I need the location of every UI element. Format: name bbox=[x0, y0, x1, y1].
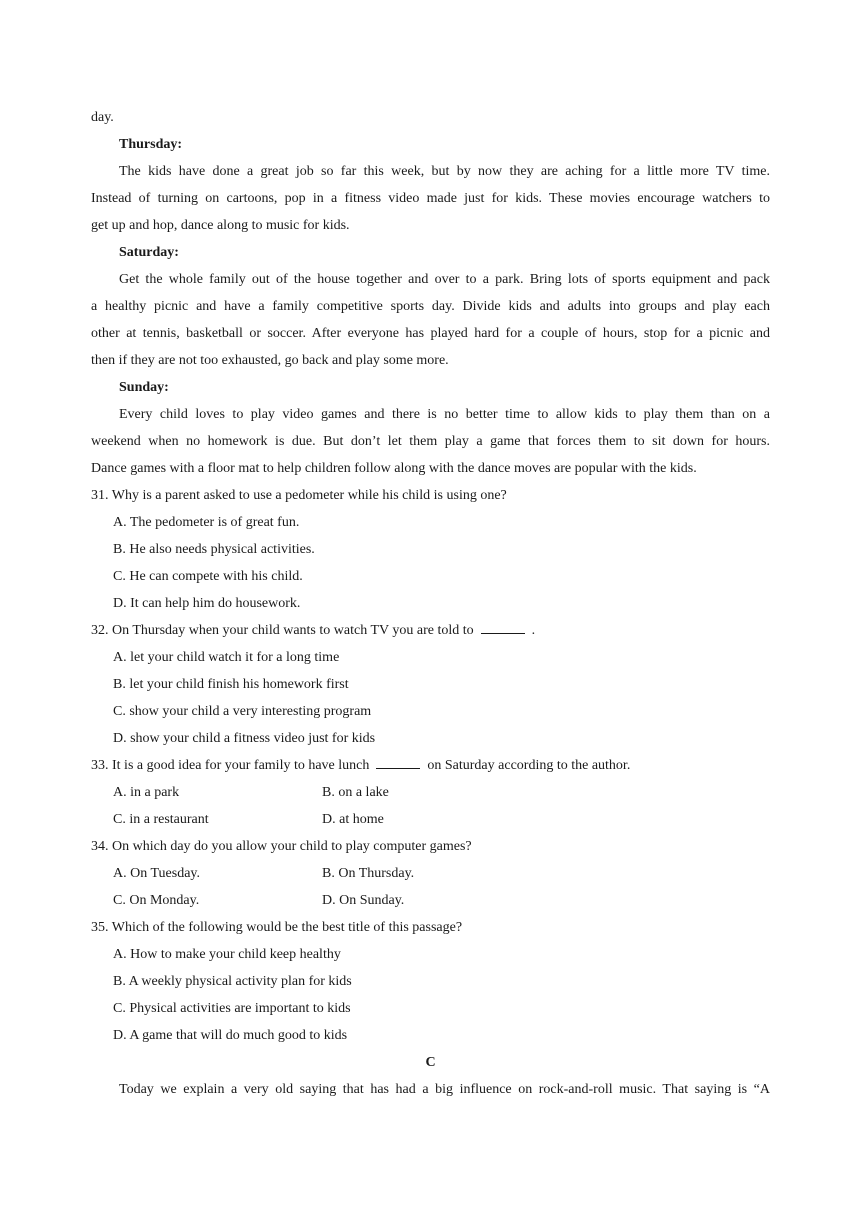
passage-text: other at tennis, basketball or soccer. After everyone has played hard for a couple of hours, stop for a picnic and bbox=[91, 326, 770, 341]
question-34-option-c: C. On Monday. bbox=[113, 893, 200, 908]
question-32-stem-end: . bbox=[531, 623, 536, 638]
question-33-option-b: B. on a lake bbox=[322, 785, 389, 800]
passage-text: then if they are not too exhausted, go back and play some more. bbox=[91, 353, 449, 368]
document-page bbox=[91, 104, 770, 1103]
question-31-option-a: A. The pedometer is of great fun. bbox=[113, 515, 300, 530]
answer-blank bbox=[376, 753, 420, 769]
question-33-stem-text: 33. It is a good idea for your family to have lunch bbox=[91, 758, 370, 773]
question-31-stem: 31. Why is a parent asked to use a pedometer while his child is using one? bbox=[91, 488, 507, 503]
question-34-option-d: D. On Sunday. bbox=[322, 893, 405, 908]
passage-text: weekend when no homework is due. But don’t let them play a game that forces them to sit down for hours. bbox=[91, 434, 770, 449]
passage-text: get up and hop, dance along to music for kids. bbox=[91, 218, 350, 233]
question-33-stem-end: on Saturday according to the author. bbox=[427, 758, 631, 773]
passage-text: The kids have done a great job so far this week, but by now they are aching for a little more TV time. bbox=[119, 164, 770, 179]
question-32-option-d: D. show your child a fitness video just for kids bbox=[113, 731, 376, 746]
question-31-option-c: C. He can compete with his child. bbox=[113, 569, 303, 584]
question-34-options-row bbox=[91, 887, 770, 914]
answer-blank bbox=[481, 618, 525, 634]
question-33-options-row bbox=[91, 806, 770, 833]
section-heading-saturday: Saturday: bbox=[119, 245, 179, 260]
question-33-stem bbox=[91, 752, 770, 779]
question-35-option-b: B. A weekly physical activity plan for kids bbox=[113, 974, 352, 989]
question-33-option-a: A. in a park bbox=[113, 785, 180, 800]
passage-text: Get the whole family out of the house together and over to a park. Bring lots of sports equipment and pack bbox=[119, 272, 770, 287]
section-heading-thursday: Thursday: bbox=[119, 137, 183, 152]
question-31-option-b: B. He also needs physical activities. bbox=[113, 542, 315, 557]
question-32-stem-text: 32. On Thursday when your child wants to watch TV you are told to bbox=[91, 623, 474, 638]
question-33-option-d: D. at home bbox=[322, 812, 384, 827]
passage-text: Today we explain a very old saying that has had a big influence on rock-and-roll music. That saying is “A bbox=[119, 1082, 770, 1097]
passage-text: a healthy picnic and have a family competitive sports day. Divide kids and adults into groups and play each bbox=[91, 299, 770, 314]
question-33-option-c: C. in a restaurant bbox=[113, 812, 209, 827]
question-34-option-a: A. On Tuesday. bbox=[113, 866, 200, 881]
question-34-option-b: B. On Thursday. bbox=[322, 866, 415, 881]
question-34-stem: 34. On which day do you allow your child to play computer games? bbox=[91, 839, 472, 854]
question-35-option-c: C. Physical activities are important to kids bbox=[113, 1001, 351, 1016]
question-34-options-row bbox=[91, 860, 770, 887]
question-32-stem bbox=[91, 617, 770, 644]
question-32-option-c: C. show your child a very interesting program bbox=[113, 704, 372, 719]
question-35-option-d: D. A game that will do much good to kids bbox=[113, 1028, 348, 1043]
question-33-options-row bbox=[91, 779, 770, 806]
question-32-option-a: A. let your child watch it for a long time bbox=[113, 650, 340, 665]
section-c-heading: C bbox=[425, 1055, 436, 1070]
passage-text: day. bbox=[91, 110, 114, 125]
passage-text: Every child loves to play video games and there is no better time to allow kids to play them than on a bbox=[119, 407, 770, 422]
question-32-option-b: B. let your child finish his homework first bbox=[113, 677, 349, 692]
question-35-stem: 35. Which of the following would be the best title of this passage? bbox=[91, 920, 463, 935]
section-heading-sunday: Sunday: bbox=[119, 380, 169, 395]
question-35-option-a: A. How to make your child keep healthy bbox=[113, 947, 341, 962]
question-31-option-d: D. It can help him do housework. bbox=[113, 596, 301, 611]
passage-text: Instead of turning on cartoons, pop in a fitness video made just for kids. These movies encourage watchers to bbox=[91, 191, 770, 206]
passage-text: Dance games with a floor mat to help children follow along with the dance moves are popular with the kids. bbox=[91, 461, 697, 476]
